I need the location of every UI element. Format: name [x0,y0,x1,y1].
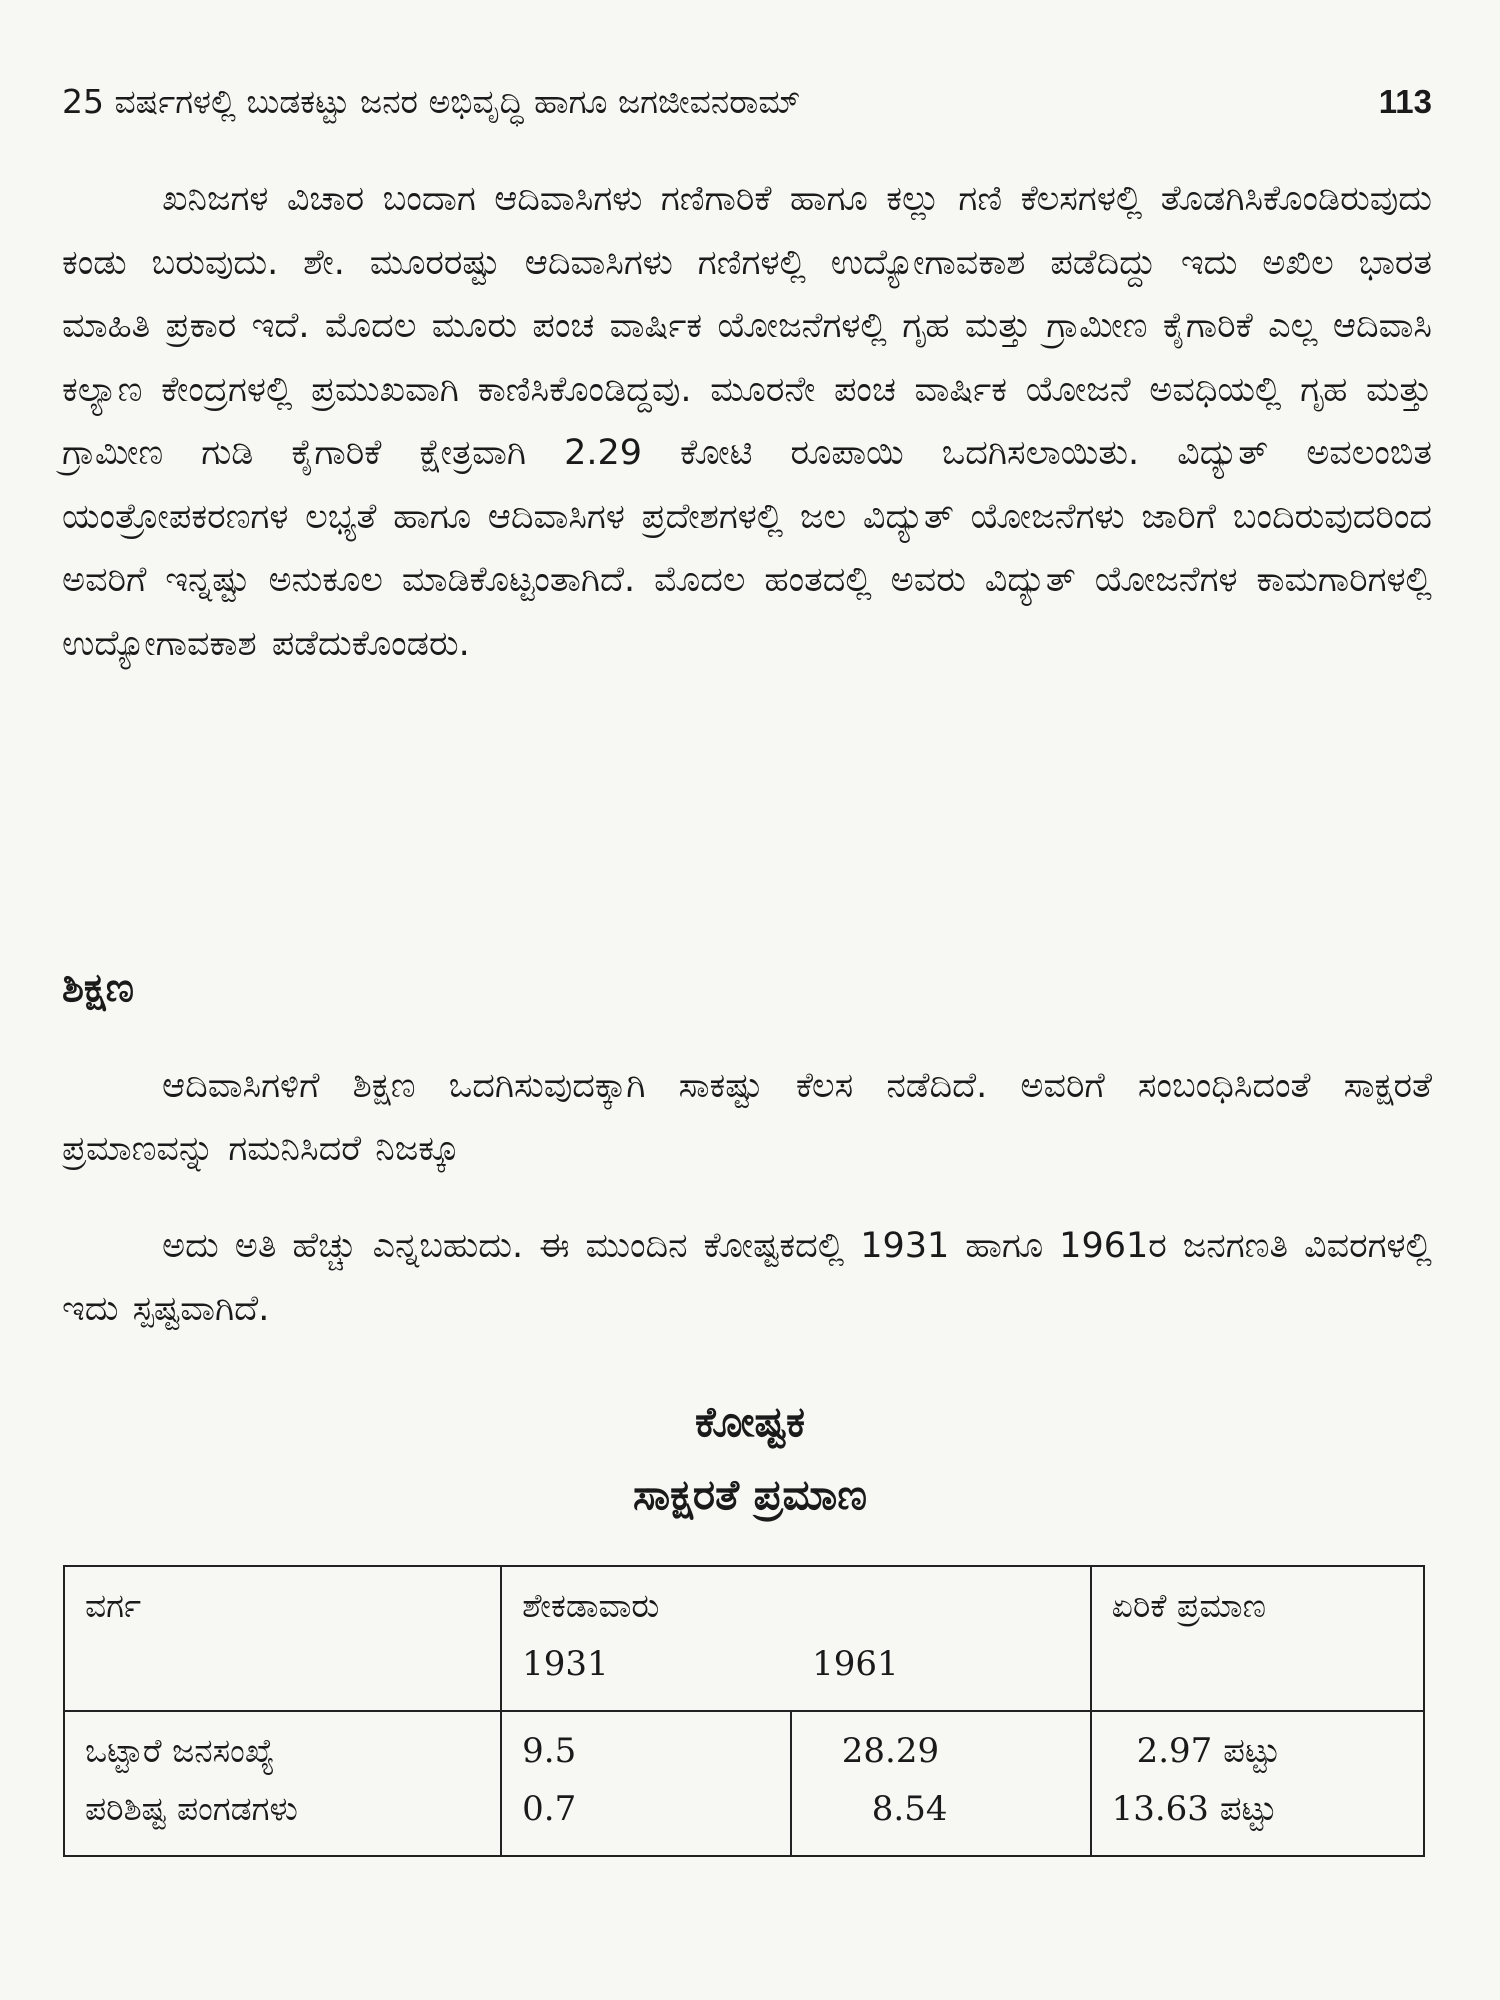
running-header [62,80,1432,124]
paragraph-minerals [62,168,1432,676]
header-percentage: ಶೇಕಡಾವಾರು 1931 1961 [501,1566,1090,1711]
paragraph-text: ಆದಿವಾಸಿಗಳಿಗೆ ಶಿಕ್ಷಣ ಒದಗಿಸುವುದಕ್ಕಾಗಿ ಸಾಕಷ್ಟು ಕೆಲಸ ನಡೆದಿದೆ. ಅವರಿಗೆ ಸಂಬಂಧಿಸಿದಂತೆ ಸಾಕ್ಷರತೆ ಪ್ರಮಾಣವನ್ನು ಗಮನಿಸಿದರೆ ನಿಜಕ್ಕೂ [62,1066,1432,1169]
header-year-1961: 1961 [812,1644,899,1684]
value-1961-cell: 28.29 8.54 [791,1711,1091,1856]
paragraph-literacy [62,1215,1432,1341]
header-increase: ಏರಿಕೆ ಪ್ರಮಾಣ [1091,1566,1424,1711]
table-title: ಕೋಷ್ಟಕ [695,1397,805,1446]
header-year-1931: 1931 [522,1644,609,1684]
running-title: 25 ವರ್ಷಗಳಲ್ಲಿ ಬುಡಕಟ್ಟು ಜನರ ಅಭಿವೃದ್ಧಿ ಹಾಗೂ ಜಗಜೀವನರಾಮ್ [62,82,801,121]
table-subtitle: ಸಾಕ್ಷರತೆ ಪ್ರಮಾಣ [633,1470,867,1519]
paragraph-text: ಖನಿಜಗಳ ವಿಚಾರ ಬಂದಾಗ ಆದಿವಾಸಿಗಳು ಗಣಿಗಾರಿಕೆ ಹಾಗೂ ಕಲ್ಲು ಗಣಿ ಕೆಲಸಗಳಲ್ಲಿ ತೊಡಗಿಸಿಕೊಂಡಿರುವುದು ಕಂಡು ಬರುವುದು. ಶೇ. ಮೂರರಷ್ಟು ಆದಿವಾಸಿಗಳು ಗಣಿಗಳಲ್ಲಿ ಉದ್ಯೋಗಾವಕಾಶ ಪಡೆದಿದ್ದು ಇದು ಅಖಿಲ ಭಾರತ ಮಾಹಿತಿ ಪ್ರಕಾರ ಇದೆ. ಮೊದಲ ಮೂರು ಪಂಚ ವಾರ್ಷಿಕ ಯೋಜನೆಗಳಲ್ಲಿ ಗೃಹ ಮತ್ತು ಗ್ರಾಮೀಣ ಕೈಗಾರಿಕೆ ಎಲ್ಲ ಆದಿವಾಸಿ ಕಲ್ಯಾಣ ಕೇಂದ್ರಗಳಲ್ಲಿ ಪ್ರಮುಖವಾಗಿ ಕಾಣಿಸಿಕೊಂಡಿದ್ದವು. ಮೂರನೇ ಪಂಚ ವಾರ್ಷಿಕ ಯೋಜನೆ ಅವಧಿಯಲ್ಲಿ ಗೃಹ ಮತ್ತು ಗ್ರಾಮೀಣ ಗುಡಿ ಕೈಗಾರಿಕೆ ಕ್ಷೇತ್ರವಾಗಿ 2.29 ಕೋಟಿ ರೂಪಾಯಿ ಒದಗಿಸಲಾಯಿತು. ವಿದ್ಯುತ್ ಅವಲಂಬಿತ ಯಂತ್ರೋಪಕರಣಗಳ ಲಭ್ಯತೆ ಹಾಗೂ ಆದಿವಾಸಿಗಳ ಪ್ರದೇಶಗಳಲ್ಲಿ ಜಲ ವಿದ್ಯುತ್ ಯೋಜನೆಗಳು ಜಾರಿಗೆ ಬಂದಿರುವುದರಿಂದ ಅವರಿಗೆ ಇನ್ನಷ್ಟು ಅನುಕೂಲ ಮಾಡಿಕೊಟ್ಟಂತಾಗಿದೆ. ಮೊದಲ ಹಂತದಲ್ಲಿ ಅವರು ವಿದ್ಯುತ್ ಯೋಜನೆಗಳ ಕಾಮಗಾರಿಗಳಲ್ಲಿ ಉದ್ಯೋಗಾವಕಾಶ ಪಡೆದುಕೊಂಡರು. [62,179,1432,664]
paragraph-text: ಅದು ಅತಿ ಹೆಚ್ಚು ಎನ್ನಬಹುದು. ಈ ಮುಂದಿನ ಕೋಷ್ಟಕದಲ್ಲಿ 1931 ಹಾಗೂ 1961ರ ಜನಗಣತಿ ವಿವರಗಳಲ್ಲಿ ಇದು ಸ್ಪಷ್ಟವಾಗಿದೆ. [62,1226,1432,1329]
table-data-row [64,1711,1424,1856]
page-number: 113 [1378,83,1432,120]
literacy-table [63,1565,1425,1857]
category-cell: ಒಟ್ಟಾರೆ ಜನಸಂಖ್ಯೆ ಪರಿಶಿಷ್ಟ ಪಂಗಡಗಳು [64,1711,501,1856]
header-category: ವರ್ಗ [64,1566,501,1711]
increase-cell: 2.97 ಪಟ್ಟು 13.63 ಪಟ್ಟು [1091,1711,1424,1856]
value-1931-cell: 9.5 0.7 [501,1711,791,1856]
table-header-row [64,1566,1424,1711]
section-heading-education: ಶಿಕ್ಷಣ [62,965,134,1011]
paragraph-education [62,1055,1432,1181]
